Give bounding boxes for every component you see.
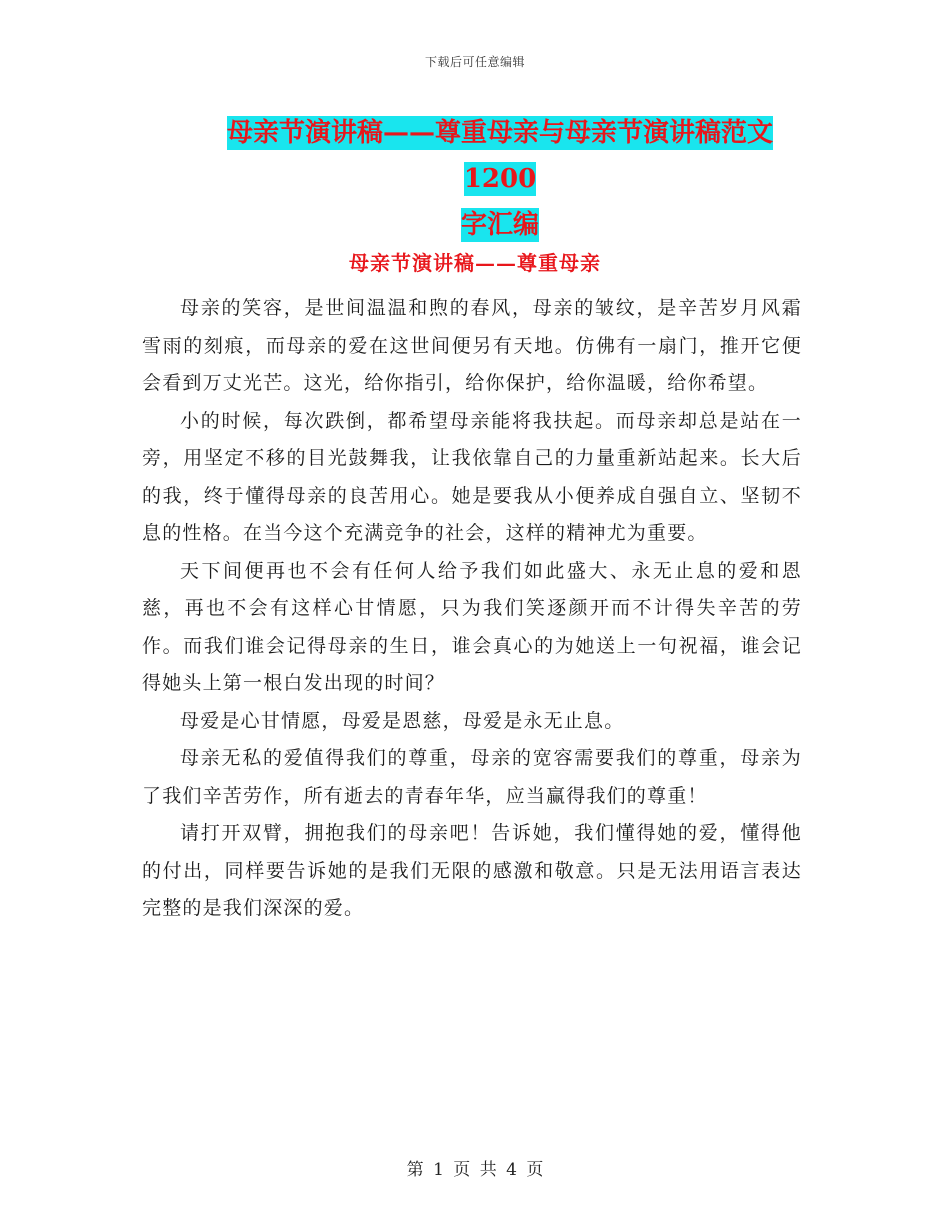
page-header: 下载后可任意编辑 bbox=[424, 55, 525, 69]
title-line-1: 母亲节演讲稿——尊重母亲与母亲节演讲稿范文 1200 bbox=[226, 118, 773, 194]
paragraph: 母亲无私的爱值得我们的尊重，母亲的宽容需要我们的尊重，母亲为了我们辛苦劳作，所有逝去的青春年华，应当赢得我们的尊重！ bbox=[142, 747, 802, 807]
paragraph: 母爱是心甘情愿，母爱是恩慈，母爱是永无止息。 bbox=[180, 709, 625, 732]
body-text bbox=[142, 290, 802, 928]
paragraph: 请打开双臂，拥抱我们的母亲吧！告诉她，我们懂得她的爱，懂得他的付出，同样要告诉她的是我们无限的感激和敬意。只是无法用语言表达完整的是我们深深的爱。 bbox=[142, 822, 802, 919]
title-line-2: 字汇编 bbox=[460, 210, 539, 240]
paragraph: 母亲的笑容，是世间温温和煦的春风，母亲的皱纹，是辛苦岁月风霜雪雨的刻痕，而母亲的爱在这世间便另有天地。仿佛有一扇门，推开它便会看到万丈光芒。这光，给你指引，给你保护，给你温暖，给你希望。 bbox=[142, 297, 802, 394]
page-footer: 第 1 页 共 4 页 bbox=[406, 1160, 544, 1180]
document-title bbox=[190, 110, 810, 248]
paragraph: 天下间便再也不会有任何人给予我们如此盛大、永无止息的爱和恩慈，再也不会有这样心甘情愿，只为我们笑逐颜开而不计得失辛苦的劳作。而我们谁会记得母亲的生日，谁会真心的为她送上一句祝福，谁会记得她头上第一根白发出现的时间？ bbox=[142, 559, 802, 694]
section-title: 母亲节演讲稿——尊重母亲 bbox=[349, 251, 601, 275]
paragraph: 小的时候，每次跌倒，都希望母亲能将我扶起。而母亲却总是站在一旁，用坚定不移的目光鼓舞我，让我依靠自己的力量重新站起来。长大后的我，终于懂得母亲的良苦用心。她是要我从小便养成自强自立、坚韧不息的性格。在当今这个充满竞争的社会，这样的精神尤为重要。 bbox=[142, 409, 802, 544]
